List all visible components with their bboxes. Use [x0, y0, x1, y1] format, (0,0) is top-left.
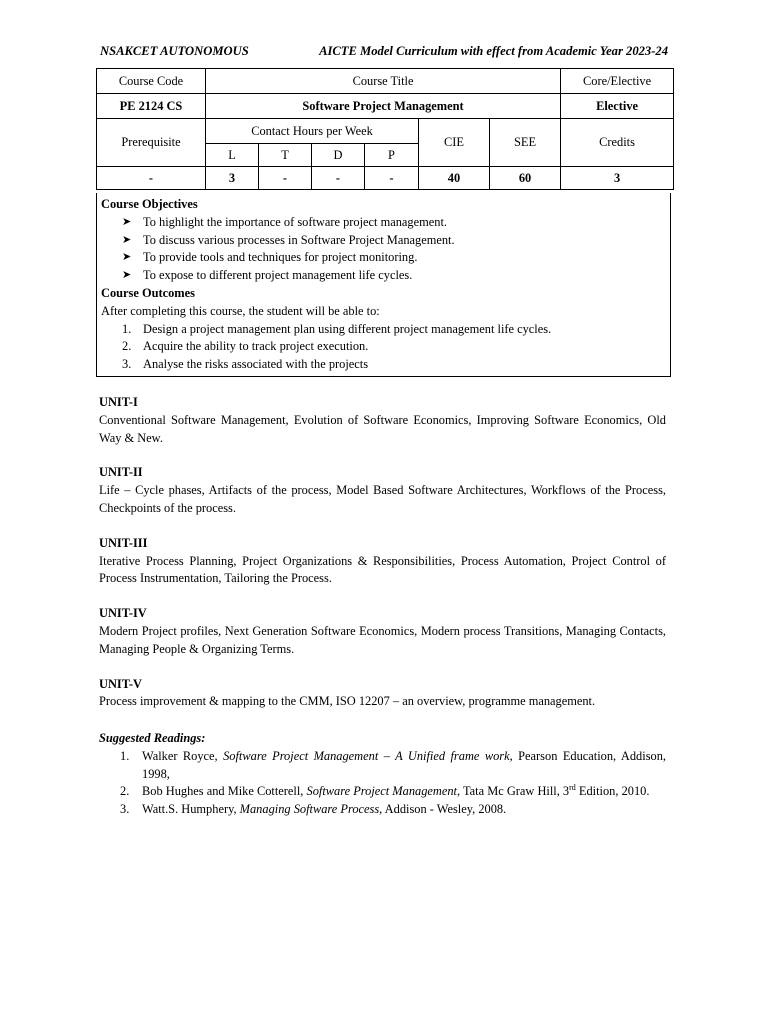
course-code: PE 2124 CS [97, 94, 206, 119]
p-value: - [365, 167, 419, 190]
see-value: 60 [490, 167, 561, 190]
list-item: 3. Watt.S. Humphery, Managing Software Process, Addison - Wesley, 2008. [120, 802, 507, 817]
table-header-row [97, 69, 674, 94]
d-value: - [312, 167, 365, 190]
unit-title: UNIT-II [99, 465, 143, 480]
institution-name: NSAKCET AUTONOMOUS [100, 44, 249, 58]
header-d: D [312, 144, 365, 167]
readings-title: Suggested Readings: [99, 731, 206, 745]
header-course-code: Course Code [97, 69, 206, 94]
course-title: Software Project Management [206, 94, 561, 119]
unit-2 [99, 464, 666, 517]
header-see: SEE [490, 119, 561, 167]
values-row [97, 167, 674, 190]
curriculum-note: AICTE Model Curriculum with effect from Academic Year 2023-24 [319, 44, 668, 58]
list-item: 2. Bob Hughes and Mike Cotterell, Software Project Management, Tata Mc Graw Hill, 3rd Edition, 2010. [120, 783, 650, 799]
objectives-outcomes-box [96, 193, 671, 377]
arrowhead-bullet-icon: ➤ [122, 269, 132, 282]
credits-value: 3 [561, 167, 674, 190]
unit-3 [99, 535, 666, 588]
list-item: ➤ To highlight the importance of software project management. [122, 214, 666, 232]
hours-header-row [97, 119, 674, 144]
header-credits: Credits [561, 119, 674, 167]
outcomes-intro: After completing this course, the student will be able to: [101, 303, 380, 318]
t-value: - [259, 167, 312, 190]
arrowhead-bullet-icon: ➤ [122, 215, 132, 228]
unit-body: Iterative Process Planning, Project Organizations & Responsibilities, Process Automation, Project Control of Process Instrumentation, Tailoring the Process. [99, 553, 666, 586]
list-item: ➤ To expose to different project management life cycles. [122, 267, 666, 285]
header-core-elective: Core/Elective [561, 69, 674, 94]
units-section [99, 394, 666, 728]
header-l: L [206, 144, 259, 167]
arrowhead-bullet-icon: ➤ [122, 251, 132, 264]
header-contact-hours: Contact Hours per Week [206, 119, 419, 144]
outcomes-title: Course Outcomes [101, 285, 195, 300]
unit-body: Conventional Software Management, Evolution of Software Economics, Improving Software Economics, Old Way & New. [99, 412, 666, 445]
unit-1 [99, 394, 666, 447]
header-course-title: Course Title [206, 69, 561, 94]
unit-5 [99, 676, 666, 712]
l-value: 3 [206, 167, 259, 190]
objectives-title: Course Objectives [101, 197, 198, 211]
unit-title: UNIT-I [99, 395, 138, 409]
unit-4 [99, 605, 666, 658]
header-prerequisite: Prerequisite [97, 119, 206, 167]
list-item: 3. Analyse the risks associated with the projects [122, 357, 369, 372]
header-cie: CIE [419, 119, 490, 167]
course-info-table [96, 68, 674, 190]
list-item: 2. Acquire the ability to track project execution. [122, 339, 369, 354]
header-p: P [365, 144, 419, 167]
readings-list [99, 748, 666, 819]
arrowhead-bullet-icon: ➤ [122, 233, 132, 246]
header-t: T [259, 144, 312, 167]
unit-body: Life – Cycle phases, Artifacts of the process, Model Based Software Architectures, Workflows of the Process, Checkpoints of the process. [99, 483, 666, 515]
unit-body: Modern Project profiles, Next Generation Software Economics, Modern process Transitions, Managing Contacts, Managing People & Organizing Terms. [99, 623, 666, 656]
list-item: ➤ To provide tools and techniques for project monitoring. [122, 249, 666, 267]
list-item: 1. Design a project management plan using different project management life cycles. [122, 321, 552, 336]
prerequisite-value: - [97, 167, 206, 190]
core-elective-value: Elective [561, 94, 674, 119]
outcomes-list [101, 321, 666, 374]
suggested-readings [99, 730, 666, 819]
list-item: 1. Walker Royce, Software Project Management – A Unified frame work, Pearson Education, Addison, 1998, [120, 748, 666, 781]
objectives-list [101, 214, 666, 285]
cie-value: 40 [419, 167, 490, 190]
list-item: ➤ To discuss various processes in Software Project Management. [122, 232, 666, 250]
course-row [97, 94, 674, 119]
unit-title: UNIT-V [99, 676, 142, 691]
unit-body: Process improvement & mapping to the CMM, ISO 12207 – an overview, programme management. [99, 694, 596, 709]
unit-title: UNIT-IV [99, 606, 147, 621]
unit-title: UNIT-III [99, 535, 148, 550]
